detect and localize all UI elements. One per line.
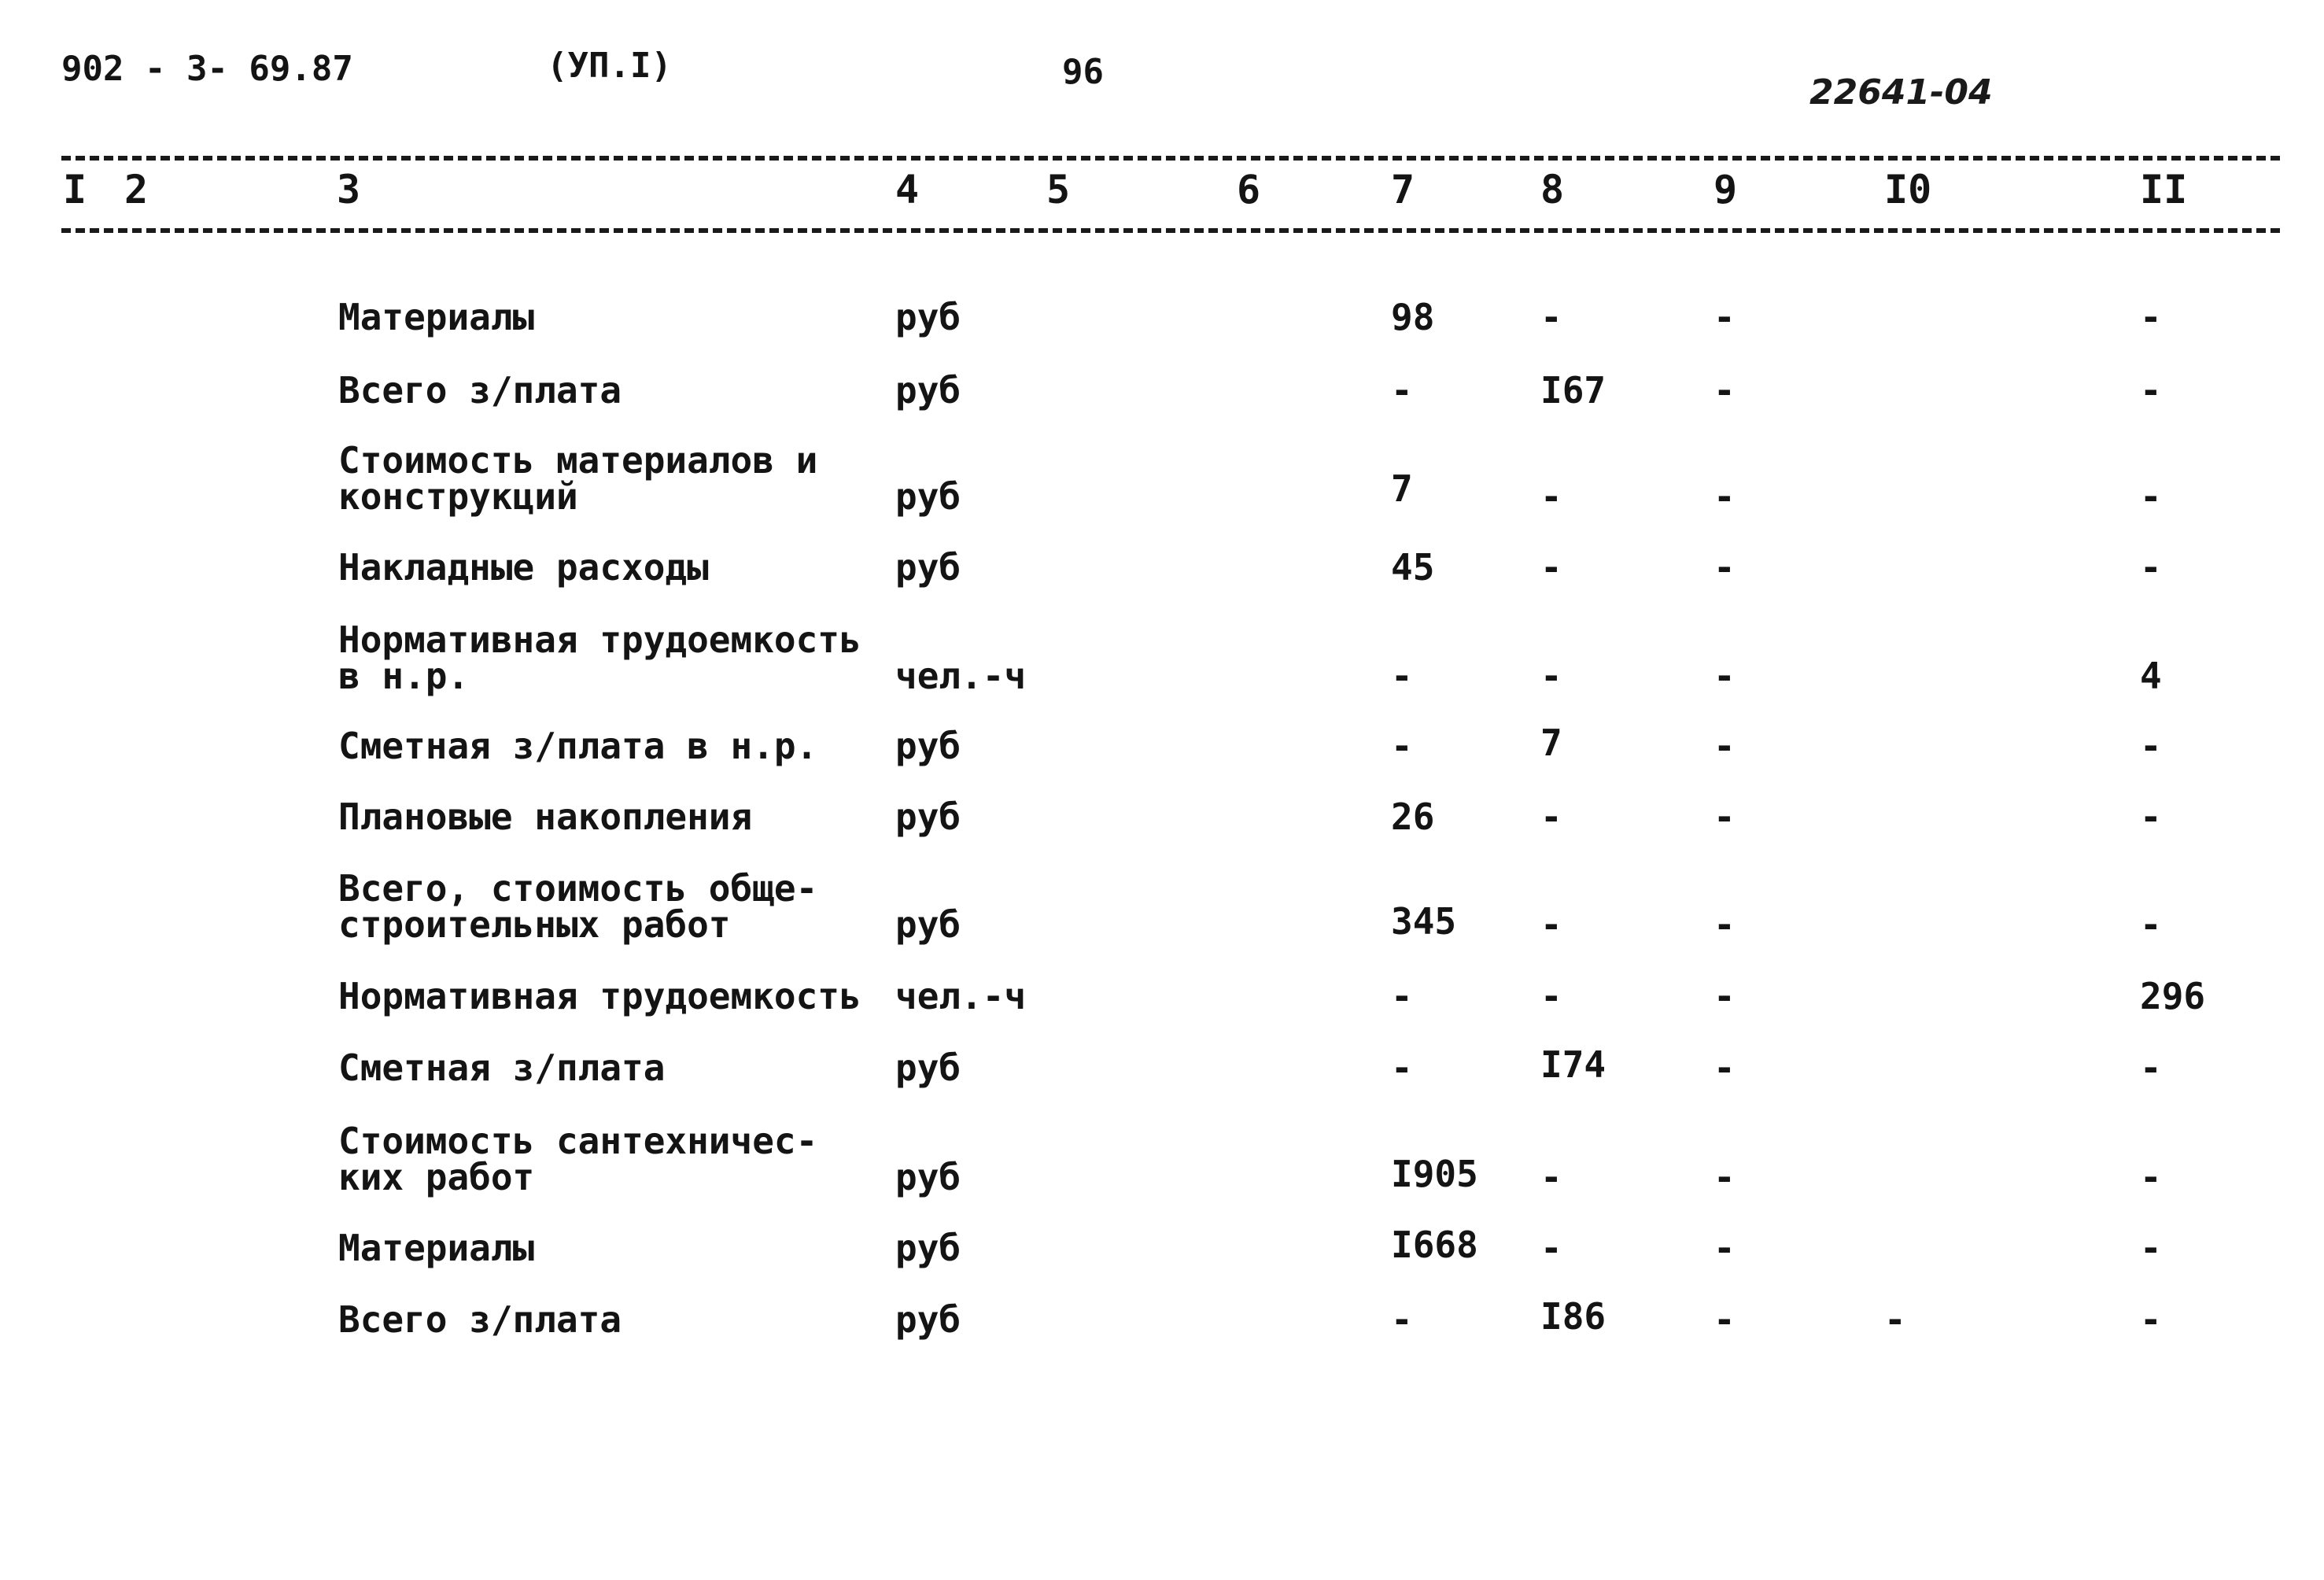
row-unit: руб	[895, 725, 961, 767]
row-col9: -	[1713, 369, 1736, 412]
row-description: Материалы	[338, 296, 535, 338]
row-col11: 4	[2140, 655, 2162, 697]
page-number: 96	[1062, 52, 1104, 92]
row-col8: -	[1540, 796, 1562, 838]
row-col11: 296	[2140, 975, 2206, 1017]
row-description: Сметная з/плата	[338, 1047, 666, 1089]
row-description: Стоимость материалов и	[338, 439, 818, 482]
row-description: Всего, стоимость обще-	[338, 867, 818, 910]
header-bottom-rule	[61, 228, 2280, 233]
row-col8: 7	[1540, 722, 1562, 764]
row-col8: -	[1540, 1227, 1562, 1269]
row-unit: руб	[895, 296, 961, 338]
row-col7: 26	[1391, 796, 1435, 838]
row-col11: -	[2140, 1298, 2162, 1341]
column-number: I0	[1884, 167, 1932, 212]
row-description: Нормативная трудоемкость	[338, 618, 861, 661]
row-description: Нормативная трудоемкость	[338, 975, 861, 1017]
document-code: 902 - 3- 69.87	[61, 49, 353, 89]
column-number: 4	[895, 167, 920, 212]
row-col7: -	[1391, 725, 1413, 767]
row-col9: -	[1713, 546, 1736, 589]
row-col11: -	[2140, 369, 2162, 412]
column-number: 5	[1046, 167, 1071, 212]
row-col7: -	[1391, 975, 1413, 1017]
row-unit: руб	[895, 796, 961, 838]
column-number: 9	[1713, 167, 1738, 212]
row-col7: 345	[1391, 900, 1457, 943]
row-description: Стоимость сантехничес-	[338, 1120, 818, 1162]
row-col7: -	[1391, 1298, 1413, 1341]
row-col9: -	[1713, 725, 1736, 767]
column-number: I	[63, 167, 87, 212]
row-col7: 45	[1391, 546, 1435, 589]
row-description-continued: в н.р.	[338, 655, 470, 697]
row-unit: руб	[895, 475, 961, 518]
row-col10: -	[1884, 1298, 1906, 1341]
inventory-number: 22641-04	[1809, 72, 1993, 113]
row-col9: -	[1713, 1156, 1736, 1198]
column-number: II	[2140, 167, 2188, 212]
row-unit: чел.-ч	[895, 655, 1027, 697]
row-description: Всего з/плата	[338, 1298, 622, 1341]
row-unit: руб	[895, 1047, 961, 1089]
row-description-continued: ких работ	[338, 1156, 535, 1198]
row-col11: -	[2140, 1047, 2162, 1089]
column-number: 2	[124, 167, 149, 212]
row-col11: -	[2140, 903, 2162, 946]
column-number: 8	[1540, 167, 1565, 212]
row-col8: -	[1540, 296, 1562, 338]
row-col9: -	[1713, 903, 1736, 946]
row-unit: руб	[895, 1156, 961, 1198]
row-col11: -	[2140, 296, 2162, 338]
row-description: Всего з/плата	[338, 369, 622, 412]
row-description: Сметная з/плата в н.р.	[338, 725, 818, 767]
row-col9: -	[1713, 1047, 1736, 1089]
row-col8: I74	[1540, 1043, 1607, 1086]
row-col11: -	[2140, 546, 2162, 589]
row-description-continued: конструкций	[338, 475, 578, 518]
row-col11: -	[2140, 475, 2162, 518]
section-label: (УП.I)	[547, 46, 672, 86]
row-col7: 7	[1391, 467, 1413, 510]
row-col7: -	[1391, 655, 1413, 697]
column-number: 6	[1237, 167, 1261, 212]
row-col8: I67	[1540, 369, 1607, 412]
row-col9: -	[1713, 1227, 1736, 1269]
row-col9: -	[1713, 1298, 1736, 1341]
row-col9: -	[1713, 796, 1736, 838]
row-unit: руб	[895, 1227, 961, 1269]
row-col9: -	[1713, 655, 1736, 697]
row-col7: I905	[1391, 1153, 1478, 1195]
row-col7: -	[1391, 369, 1413, 412]
row-unit: руб	[895, 546, 961, 589]
row-col7: 98	[1391, 296, 1435, 338]
row-col8: I86	[1540, 1295, 1607, 1338]
row-description: Плановые накопления	[338, 796, 753, 838]
row-unit: руб	[895, 369, 961, 412]
row-col11: -	[2140, 1156, 2162, 1198]
row-col7: -	[1391, 1047, 1413, 1089]
header-top-rule	[61, 156, 2280, 161]
row-description: Накладные расходы	[338, 546, 709, 589]
row-col8: -	[1540, 655, 1562, 697]
row-col11: -	[2140, 725, 2162, 767]
row-col8: -	[1540, 1156, 1562, 1198]
column-number: 3	[337, 167, 361, 212]
row-unit: руб	[895, 903, 961, 946]
row-description: Материалы	[338, 1227, 535, 1269]
row-col11: -	[2140, 1227, 2162, 1269]
row-col9: -	[1713, 296, 1736, 338]
row-col9: -	[1713, 475, 1736, 518]
row-unit: руб	[895, 1298, 961, 1341]
row-col8: -	[1540, 975, 1562, 1017]
row-description-continued: строительных работ	[338, 903, 731, 946]
row-col8: -	[1540, 903, 1562, 946]
row-col8: -	[1540, 546, 1562, 589]
row-col9: -	[1713, 975, 1736, 1017]
row-col7: I668	[1391, 1224, 1478, 1266]
column-number: 7	[1391, 167, 1415, 212]
row-col11: -	[2140, 796, 2162, 838]
row-col8: -	[1540, 475, 1562, 518]
row-unit: чел.-ч	[895, 975, 1027, 1017]
